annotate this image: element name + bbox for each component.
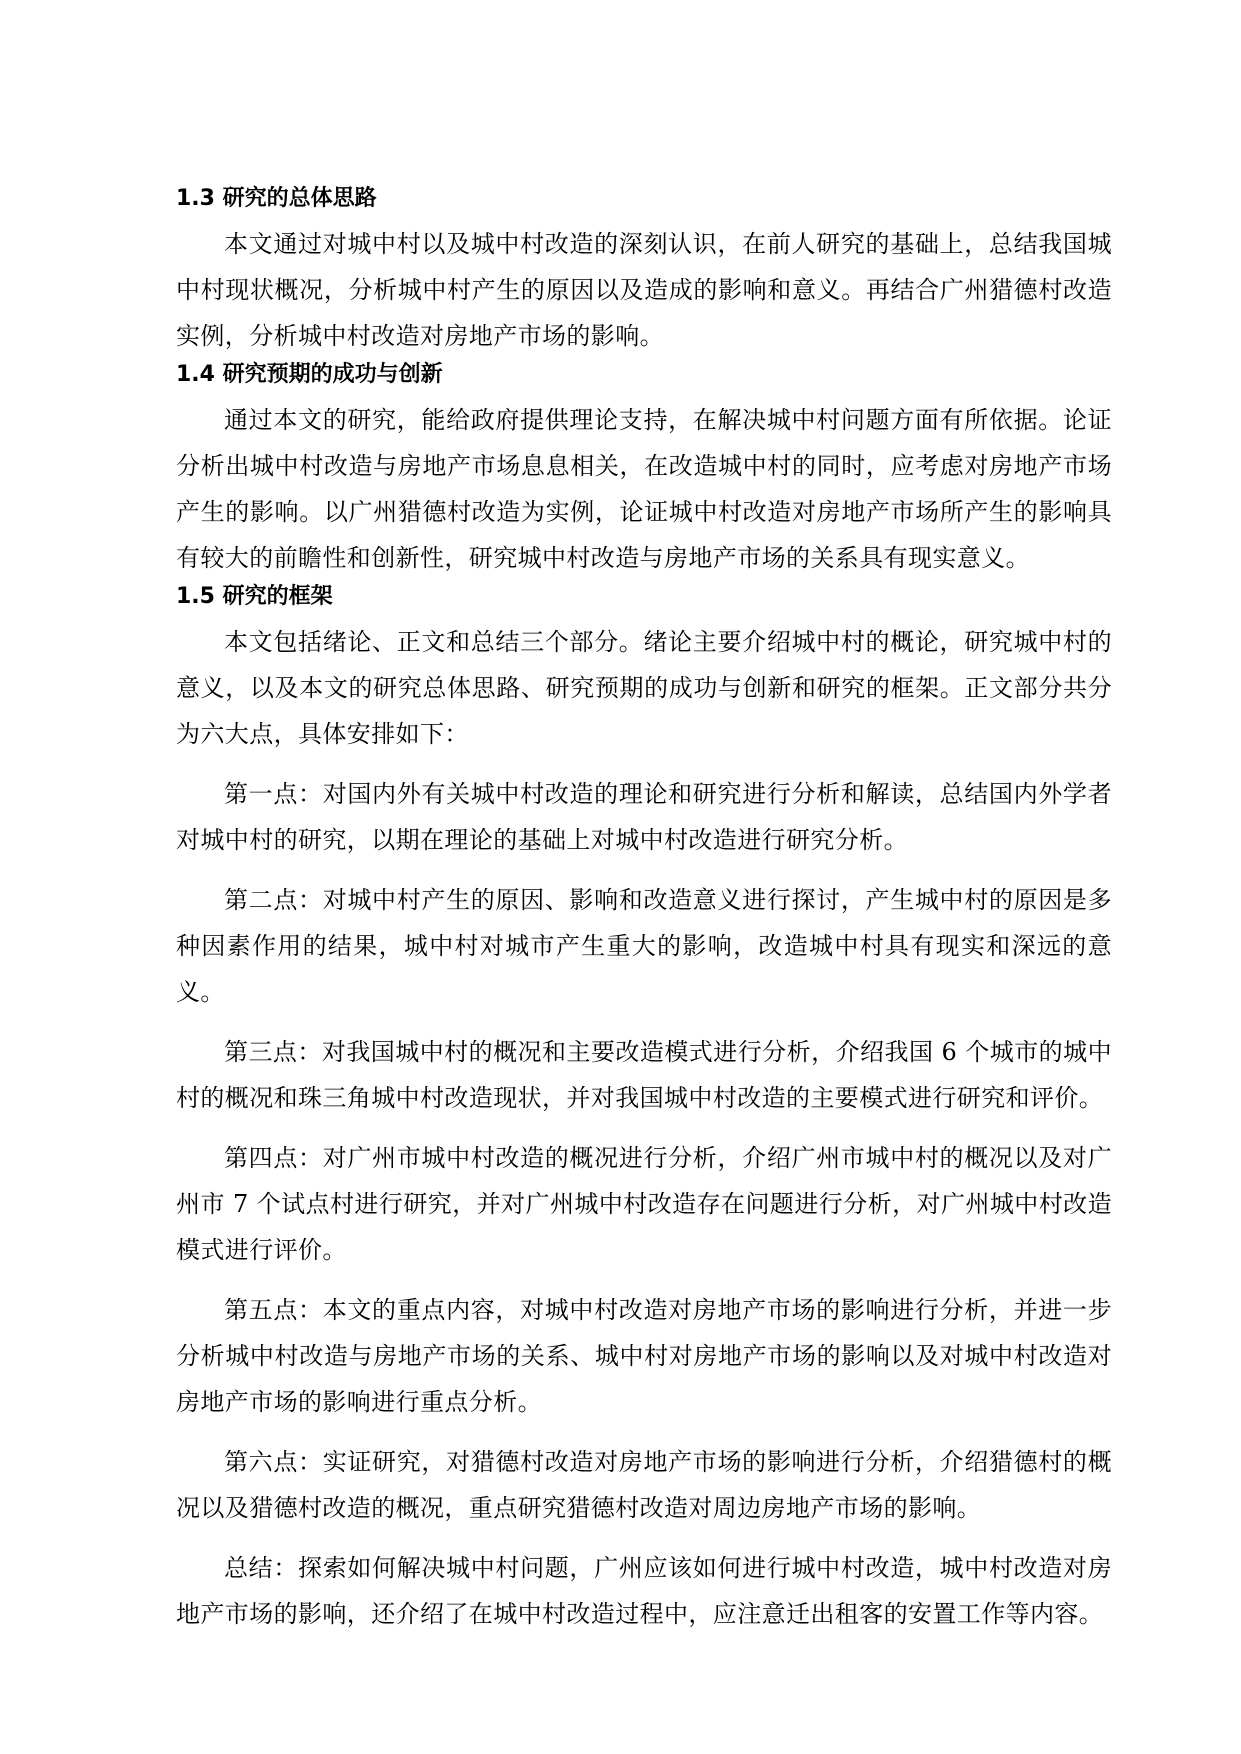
paragraph-point-six: 第六点：实证研究，对猎德村改造对房地产市场的影响进行分析，介绍猎德村的概况以及猎德村改造的概况，重点研究猎德村改造对周边房地产市场的影响。 [176, 1448, 1112, 1522]
paragraph-point-four: 第四点：对广州市城中村改造的概况进行分析，介绍广州市城中村的概况以及对广州市 7 个试点村进行研究，并对广州城中村改造存在问题进行分析，对广州城中村改造模式进行评价。 [176, 1144, 1112, 1264]
section-heading-1-5: 1.5 研究的框架 [176, 584, 333, 609]
paragraph-point-three: 第三点：对我国城中村的概况和主要改造模式进行分析，介绍我国 6 个城市的城中村的概况和珠三角城中村改造现状，并对我国城中村改造的主要模式进行研究和评价。 [176, 1038, 1112, 1112]
paragraph-overall-approach: 本文通过对城中村以及城中村改造的深刻认识，在前人研究的基础上，总结我国城中村现状概况，分析城中村产生的原因以及造成的影响和意义。再结合广州猎德村改造实例，分析城中村改造对房地产市场的影响。 [176, 230, 1112, 350]
paragraph-framework-intro: 本文包括绪论、正文和总结三个部分。绪论主要介绍城中村的概论，研究城中村的意义，以及本文的研究总体思路、研究预期的成功与创新和研究的框架。正文部分共分为六大点，具体安排如下： [176, 628, 1112, 748]
paragraph-summary: 总结：探索如何解决城中村问题，广州应该如何进行城中村改造，城中村改造对房地产市场的影响，还介绍了在城中村改造过程中，应注意迁出租客的安置工作等内容。 [176, 1554, 1112, 1628]
paragraph-point-two: 第二点：对城中村产生的原因、影响和改造意义进行探讨，产生城中村的原因是多种因素作用的结果，城中村对城市产生重大的影响，改造城中村具有现实和深远的意义。 [176, 886, 1112, 1006]
page-body [176, 185, 1112, 1637]
section-heading-1-4: 1.4 研究预期的成功与创新 [176, 362, 443, 387]
paragraph-expected-outcomes: 通过本文的研究，能给政府提供理论支持，在解决城中村问题方面有所依据。论证分析出城中村改造与房地产市场息息相关，在改造城中村的同时，应考虑对房地产市场产生的影响。以广州猎德村改造为实例，论证城中村改造对房地产市场所产生的影响具有较大的前瞻性和创新性，研究城中村改造与房地产市场的关系具有现实意义。 [176, 406, 1112, 572]
paragraph-point-one: 第一点：对国内外有关城中村改造的理论和研究进行分析和解读，总结国内外学者对城中村的研究，以期在理论的基础上对城中村改造进行研究分析。 [176, 780, 1112, 854]
section-heading-1-3: 1.3 研究的总体思路 [176, 186, 377, 211]
paragraph-point-five: 第五点：本文的重点内容，对城中村改造对房地产市场的影响进行分析，并进一步分析城中村改造与房地产市场的关系、城中村对房地产市场的影响以及对城中村改造对房地产市场的影响进行重点分析。 [176, 1296, 1112, 1416]
